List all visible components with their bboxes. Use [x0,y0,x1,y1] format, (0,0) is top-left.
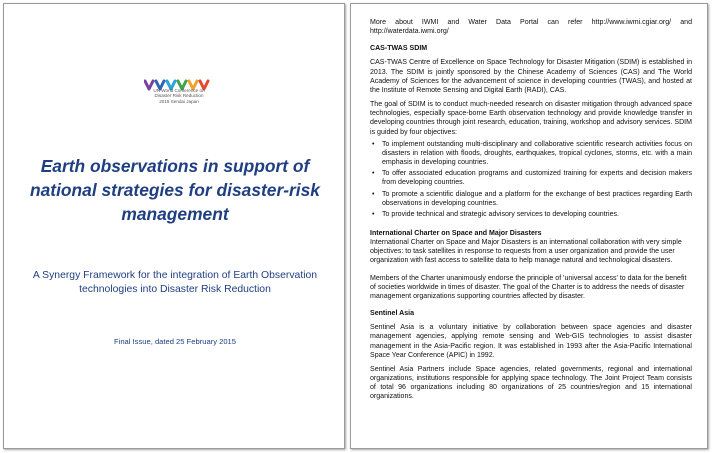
cas-paragraph-2: The goal of SDIM is to conduct much-needed research on disaster mitigation through advanced space technologies, especially space-borne Earth observation technology and provide knowledge transfer in developing countries through joint research, education, training, workshop and advisory services. SDIM is guided by four objectives: [370,101,692,136]
cas-paragraph-1: CAS-TWAS Centre of Excellence on Space Technology for Disaster Mitigation (SDIM) is established in 2013. The SDIM is jointly sponsored by the Chinese Academy of Sciences (CAS) and The World Academy of Sciences for the advancement of science in developing countries (TWAS), and hosted at the Institute of Remote Sensing and Digital Earth (RADI), CAS. [370,59,692,94]
cover-title: Earth observations in support of national strategies for disaster-risk management [30,156,320,224]
charter-paragraph-1: International Charter on Space and Major Disasters is an international collaboration with very simple objectives: to task satellites in response to requests from a user organization and provide the user organization with fast access to satellite data to help manage natural and technological disasters. [370,239,682,265]
content-body [370,18,692,401]
content-page [350,3,708,449]
sentinel-paragraph-1: Sentinel Asia is a voluntary initiative by collaboration between space agencies and disaster management agencies, applying remote sensing and Web-GIS technologies to assist disaster management in the Asia-Pacific region. It was established in 1993 after the Asia-Pacific International Space Year Conference (APIC) in 1992. [370,324,692,359]
intro-text: More about IWMI and Water Data Portal can refer http://www.iwmi.cgiar.org/ and http://waterdata.iwmi.org/ [370,19,692,36]
sentinel-heading: Sentinel Asia [370,310,414,318]
logo-caption [124,88,234,104]
cas-heading: CAS-TWAS SDIM [370,45,428,53]
list-item: • To offer associated education programs and customized training for experts and decision makers from developing countries. [370,169,692,187]
list-item: • To provide technical and strategic advisory services to developing countries. [370,210,692,219]
logo-caption-line-1: UN World Conference on [153,88,205,93]
list-item: • To promote a scientific dialogue and a platform for the exchange of best practices regarding Earth observations in developing countries. [370,190,692,208]
charter-paragraph-2: Members of the Charter unanimously endorse the principle of 'universal access' to data for the benefit of societies worldwide in times of disaster. The goal of the Charter is to address the needs of disaster management organizations supporting countries affected by disaster. [370,274,687,300]
logo-caption-line-2: Disaster Risk Reduction [154,93,204,99]
list-item: • To implement outstanding multi-disciplinary and collaborative scientific research activities focus on disasters in relation with floods, droughts, earthquakes, tropical cyclones, storms, etc. with a main emphasis in developing countries. [370,140,692,167]
cover-subtitle: A Synergy Framework for the integration of Earth Observation technologies into Disaster Risk Reduction [32,270,318,295]
cas-objectives-list [370,140,692,219]
cover-date: Final Issue, dated 25 February 2015 [114,337,236,346]
charter-heading: International Charter on Space and Major Disasters [370,229,542,237]
sentinel-paragraph-2: Sentinel Asia Partners include Space agencies, related governments, regional and international organizations, institutions responsible for applying space technology. The Joint Project Team consists of total 96 organizations including 80 organizations of 25 countries/region and 15 international organizations. [370,365,692,401]
cover-page [3,3,345,449]
logo-caption-line-3: 2015 Sendai Japan [159,98,199,104]
